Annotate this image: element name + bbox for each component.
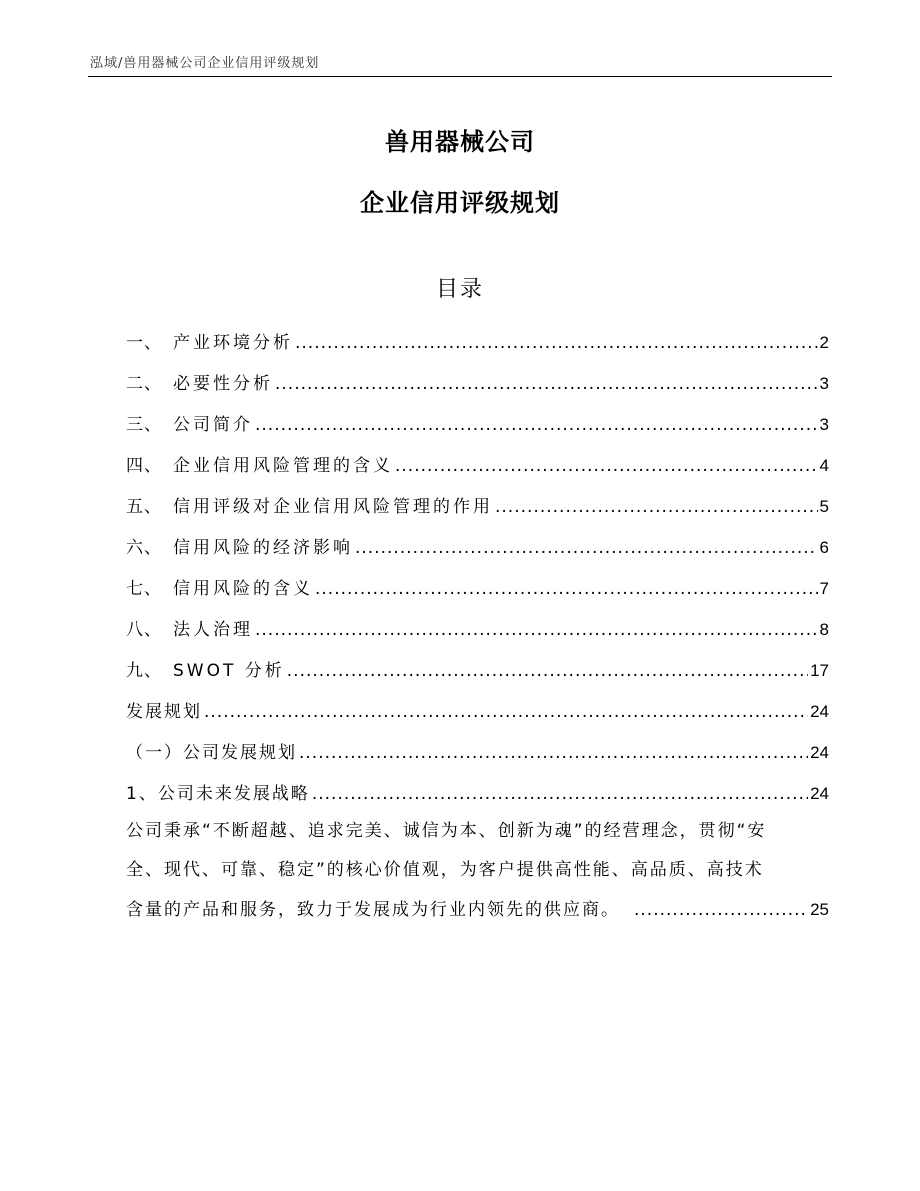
header-rule	[88, 76, 832, 77]
toc-entry-label: 产业环境分析	[173, 333, 293, 353]
toc-entry-page: 5	[819, 497, 829, 516]
toc-leader-dots	[275, 364, 818, 405]
toc-entry-page: 24	[810, 702, 829, 721]
toc-paragraph-line: 含量的产品和服务，致力于发展成为行业内领先的供应商。	[126, 900, 620, 920]
toc-heading: 目录	[435, 277, 484, 302]
toc-leader-dots	[255, 610, 818, 651]
toc-entry-7[interactable]	[126, 568, 829, 609]
toc-paragraph-last-line	[126, 890, 829, 930]
toc-entry-6[interactable]	[126, 527, 829, 568]
toc-entry-number: 八、	[126, 620, 162, 640]
toc-entry-number: 九、	[126, 661, 162, 681]
toc-entry-number: 二、	[126, 374, 162, 394]
toc-entry-page: 17	[810, 661, 829, 680]
toc-entry-page: 24	[810, 743, 829, 762]
toc-entry-label: 1、公司未来发展战略	[126, 784, 310, 804]
toc-entry-page: 3	[819, 415, 829, 434]
toc-entry-8[interactable]	[126, 609, 829, 650]
toc-entry-5[interactable]	[126, 486, 829, 527]
toc-entry-2[interactable]	[126, 363, 829, 404]
toc-entry-page: 24	[810, 784, 829, 803]
toc-entry-page: 8	[819, 620, 829, 639]
toc-entry-label: （一）公司发展规划	[126, 743, 297, 763]
toc-leader-dots	[355, 528, 818, 569]
toc-entry-page: 4	[819, 456, 829, 475]
toc-leader-dots	[204, 692, 808, 733]
toc-entry-page: 3	[819, 374, 829, 393]
toc-leader-dots	[295, 323, 818, 364]
toc-leader-dots	[495, 487, 818, 528]
toc-entry-3[interactable]	[126, 404, 829, 445]
toc-entry-10[interactable]	[126, 691, 829, 732]
document-title-subject: 企业信用评级规划	[360, 189, 560, 217]
toc-leader-dots	[634, 891, 808, 930]
toc-leader-dots	[315, 569, 818, 610]
toc-entry-label: 发展规划	[126, 702, 202, 722]
toc-entry-page: 6	[819, 538, 829, 557]
toc-entry-label: 法人治理	[173, 620, 253, 640]
toc-leader-dots	[255, 405, 818, 446]
toc-entry-number: 六、	[126, 538, 162, 558]
toc-entry-label: 信用评级对企业信用风险管理的作用	[173, 497, 493, 517]
toc-entry-label: 信用风险的含义	[173, 579, 313, 599]
toc-entry-label: 企业信用风险管理的含义	[173, 456, 393, 476]
toc-leader-dots	[395, 446, 818, 487]
toc-entry-4[interactable]	[126, 445, 829, 486]
toc-leader-dots	[287, 651, 808, 692]
toc-paragraph-line: 公司秉承“不断超越、追求完美、诚信为本、创新为魂”的经营理念，贯彻“安	[126, 821, 767, 841]
toc-entry-number: 三、	[126, 415, 162, 435]
toc-entry-page: 25	[810, 900, 829, 919]
toc-leader-dots	[312, 774, 808, 815]
toc-entry-page: 7	[819, 579, 829, 598]
toc-entry-label: SWOT 分析	[173, 661, 285, 681]
toc-entry-label: 必要性分析	[173, 374, 273, 394]
running-header: 泓域/兽用器械公司企业信用评级规划	[90, 56, 320, 71]
toc-entry-9[interactable]	[126, 650, 829, 691]
toc-entry-number: 一、	[126, 333, 162, 353]
toc-entry-number: 七、	[126, 579, 162, 599]
toc-leader-dots	[299, 733, 808, 774]
toc-entry-12[interactable]	[126, 773, 829, 814]
toc-entry-number: 四、	[126, 456, 162, 476]
toc-entry-label: 公司简介	[173, 415, 253, 435]
document-title-company: 兽用器械公司	[385, 128, 535, 156]
toc-entry-11[interactable]	[126, 732, 829, 773]
toc-entry-label: 信用风险的经济影响	[173, 538, 353, 558]
toc-paragraph-line: 全、现代、可靠、稳定”的核心价值观，为客户提供高性能、高品质、高技术	[126, 860, 764, 880]
toc-paragraph-entry[interactable]	[126, 812, 829, 930]
toc-entry-1[interactable]	[126, 322, 829, 363]
table-of-contents	[126, 322, 829, 814]
toc-entry-page: 2	[819, 333, 829, 352]
toc-entry-number: 五、	[126, 497, 162, 517]
